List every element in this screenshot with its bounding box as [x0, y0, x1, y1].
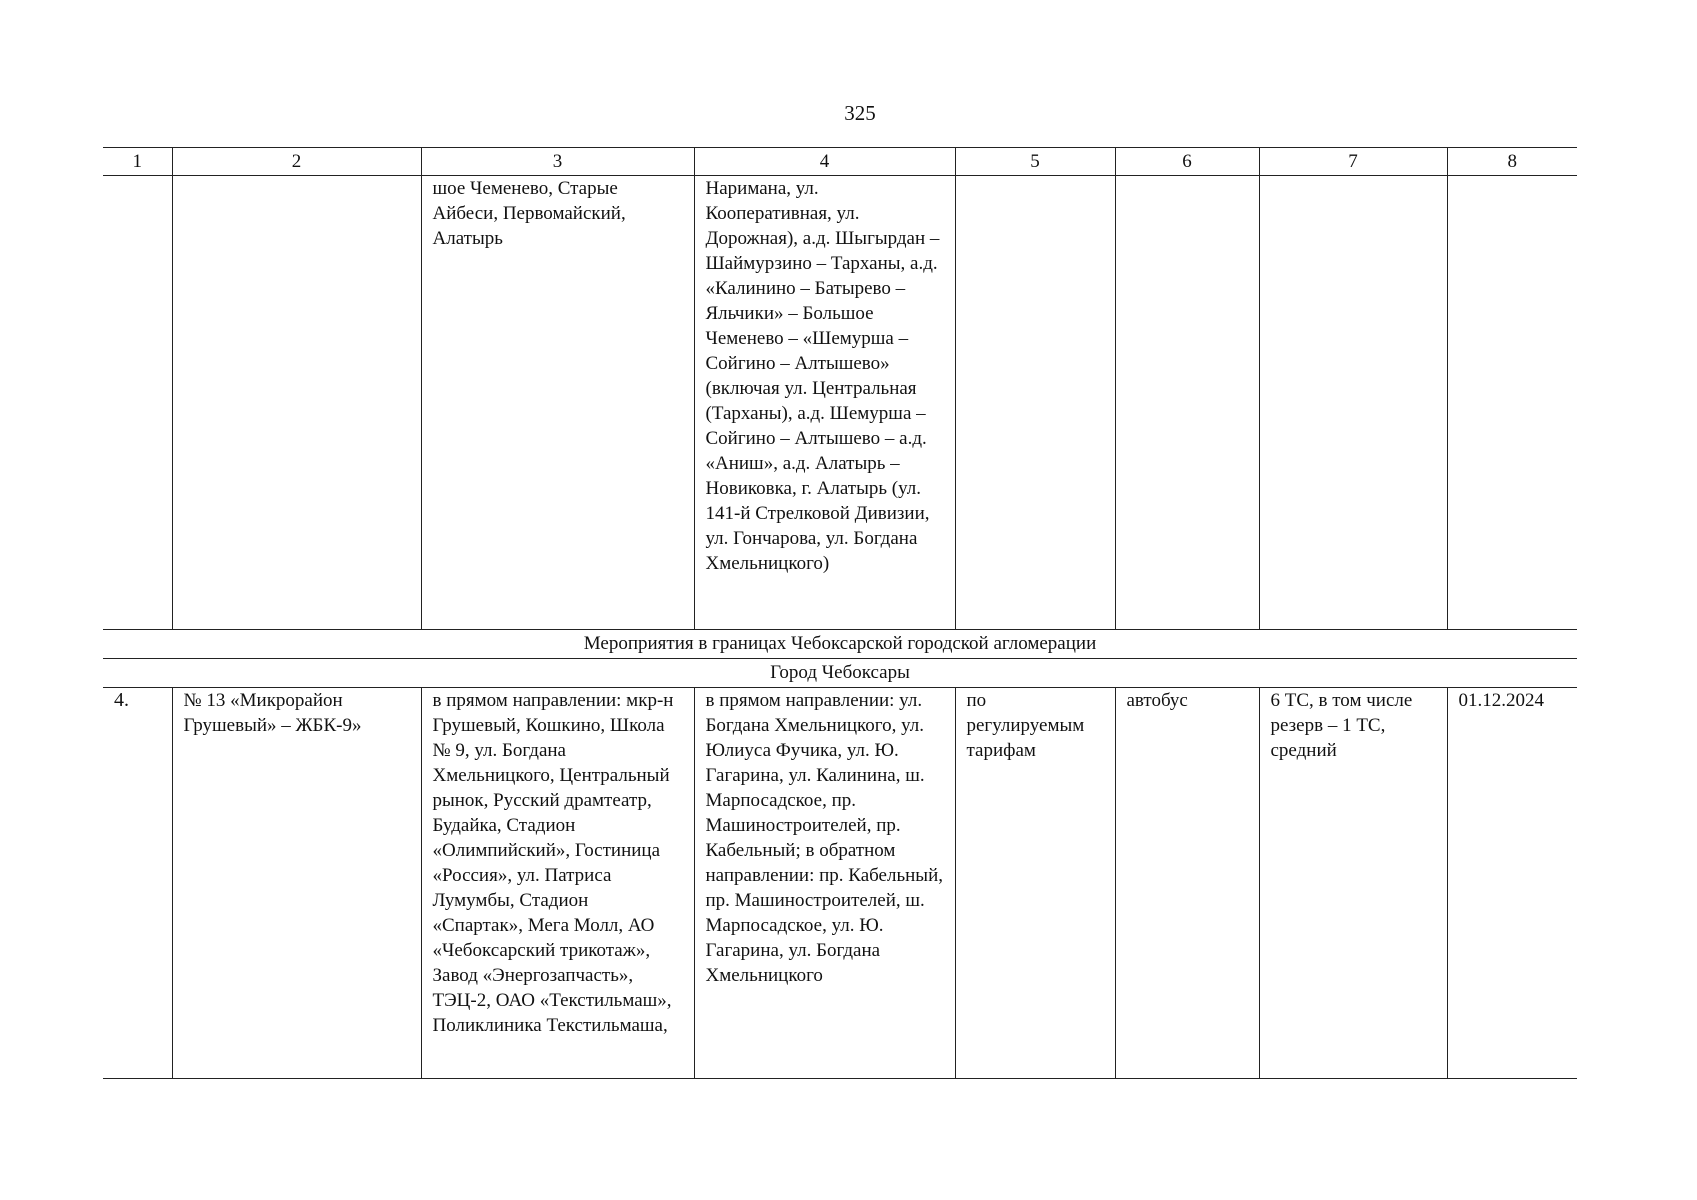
table-row-continuation [103, 176, 1577, 630]
column-number: 8 [1447, 148, 1577, 176]
cell-number: 4. [103, 688, 172, 1079]
cell-route-name: № 13 «Микрорайон Грушевый» – ЖБК-9» [172, 688, 421, 1079]
cell-vehicle-type: автобус [1115, 688, 1259, 1079]
column-number: 6 [1115, 148, 1259, 176]
subsection-title: Город Чебоксары [103, 659, 1577, 688]
cell-tariff: по регулируемым тарифам [955, 688, 1115, 1079]
routes-table [103, 147, 1577, 1079]
cell-stops: шое Чеменево, Старые Айбеси, Первомайский, Алатырь [421, 176, 694, 630]
column-number: 5 [955, 148, 1115, 176]
cell-route-name [172, 176, 421, 630]
table-row [103, 688, 1577, 1079]
column-number: 1 [103, 148, 172, 176]
page-number: 325 [844, 101, 876, 125]
cell-number [103, 176, 172, 630]
cell-streets: в прямом направлении: ул. Богдана Хмельницкого, ул. Юлиуса Фучика, ул. Ю. Гагарина, ул. Калинина, ш. Марпосадское, пр. Машиностроителей, пр. Кабельный; в обратном направлении: пр. Кабельный, пр. Машиностроителей, ш. Марпосадское, ул. Ю. Гагарина, ул. Богдана Хмельницкого [694, 688, 955, 1079]
column-number: 7 [1259, 148, 1447, 176]
cell-stops: в прямом направлении: мкр-н Грушевый, Кошкино, Школа № 9, ул. Богдана Хмельницкого, Центральный рынок, Русский драмтеатр, Будайка, Стадион «Олимпийский», Гостиница «Россия», ул. Патриса Лумумбы, Стадион «Спартак», Мега Молл, АО «Чебоксарский трикотаж», Завод «Энергозапчасть», ТЭЦ-2, ОАО «Текстильмаш», Поликлиника Текстильмаша, [421, 688, 694, 1079]
cell-streets: Наримана, ул. Кооперативная, ул. Дорожная), а.д. Шыгырдан – Шаймурзино – Тарханы, а.д. «Калинино – Батырево – Яльчики» – Большое Чеменево – «Шемурша – Сойгино – Алтышево» (включая ул. Центральная (Тарханы), а.д. Шемурша – Сойгино – Алтышево – а.д. «Аниш», а.д. Алатырь – Новиковка, г. Алатырь (ул. 141-й Стрелковой Дивизии, ул. Гончарова, ул. Богдана Хмельницкого) [694, 176, 955, 630]
cell-date: 01.12.2024 [1447, 688, 1577, 1079]
section-title-row [103, 630, 1577, 659]
cell-date [1447, 176, 1577, 630]
column-number: 3 [421, 148, 694, 176]
cell-tariff [955, 176, 1115, 630]
cell-vehicle-count: 6 ТС, в том числе резерв – 1 ТС, средний [1259, 688, 1447, 1079]
cell-vehicle-count [1259, 176, 1447, 630]
section-title: Мероприятия в границах Чебоксарской городской агломерации [103, 630, 1577, 659]
cell-vehicle-type [1115, 176, 1259, 630]
column-number: 4 [694, 148, 955, 176]
subsection-title-row [103, 659, 1577, 688]
column-number: 2 [172, 148, 421, 176]
column-number-row [103, 148, 1577, 176]
